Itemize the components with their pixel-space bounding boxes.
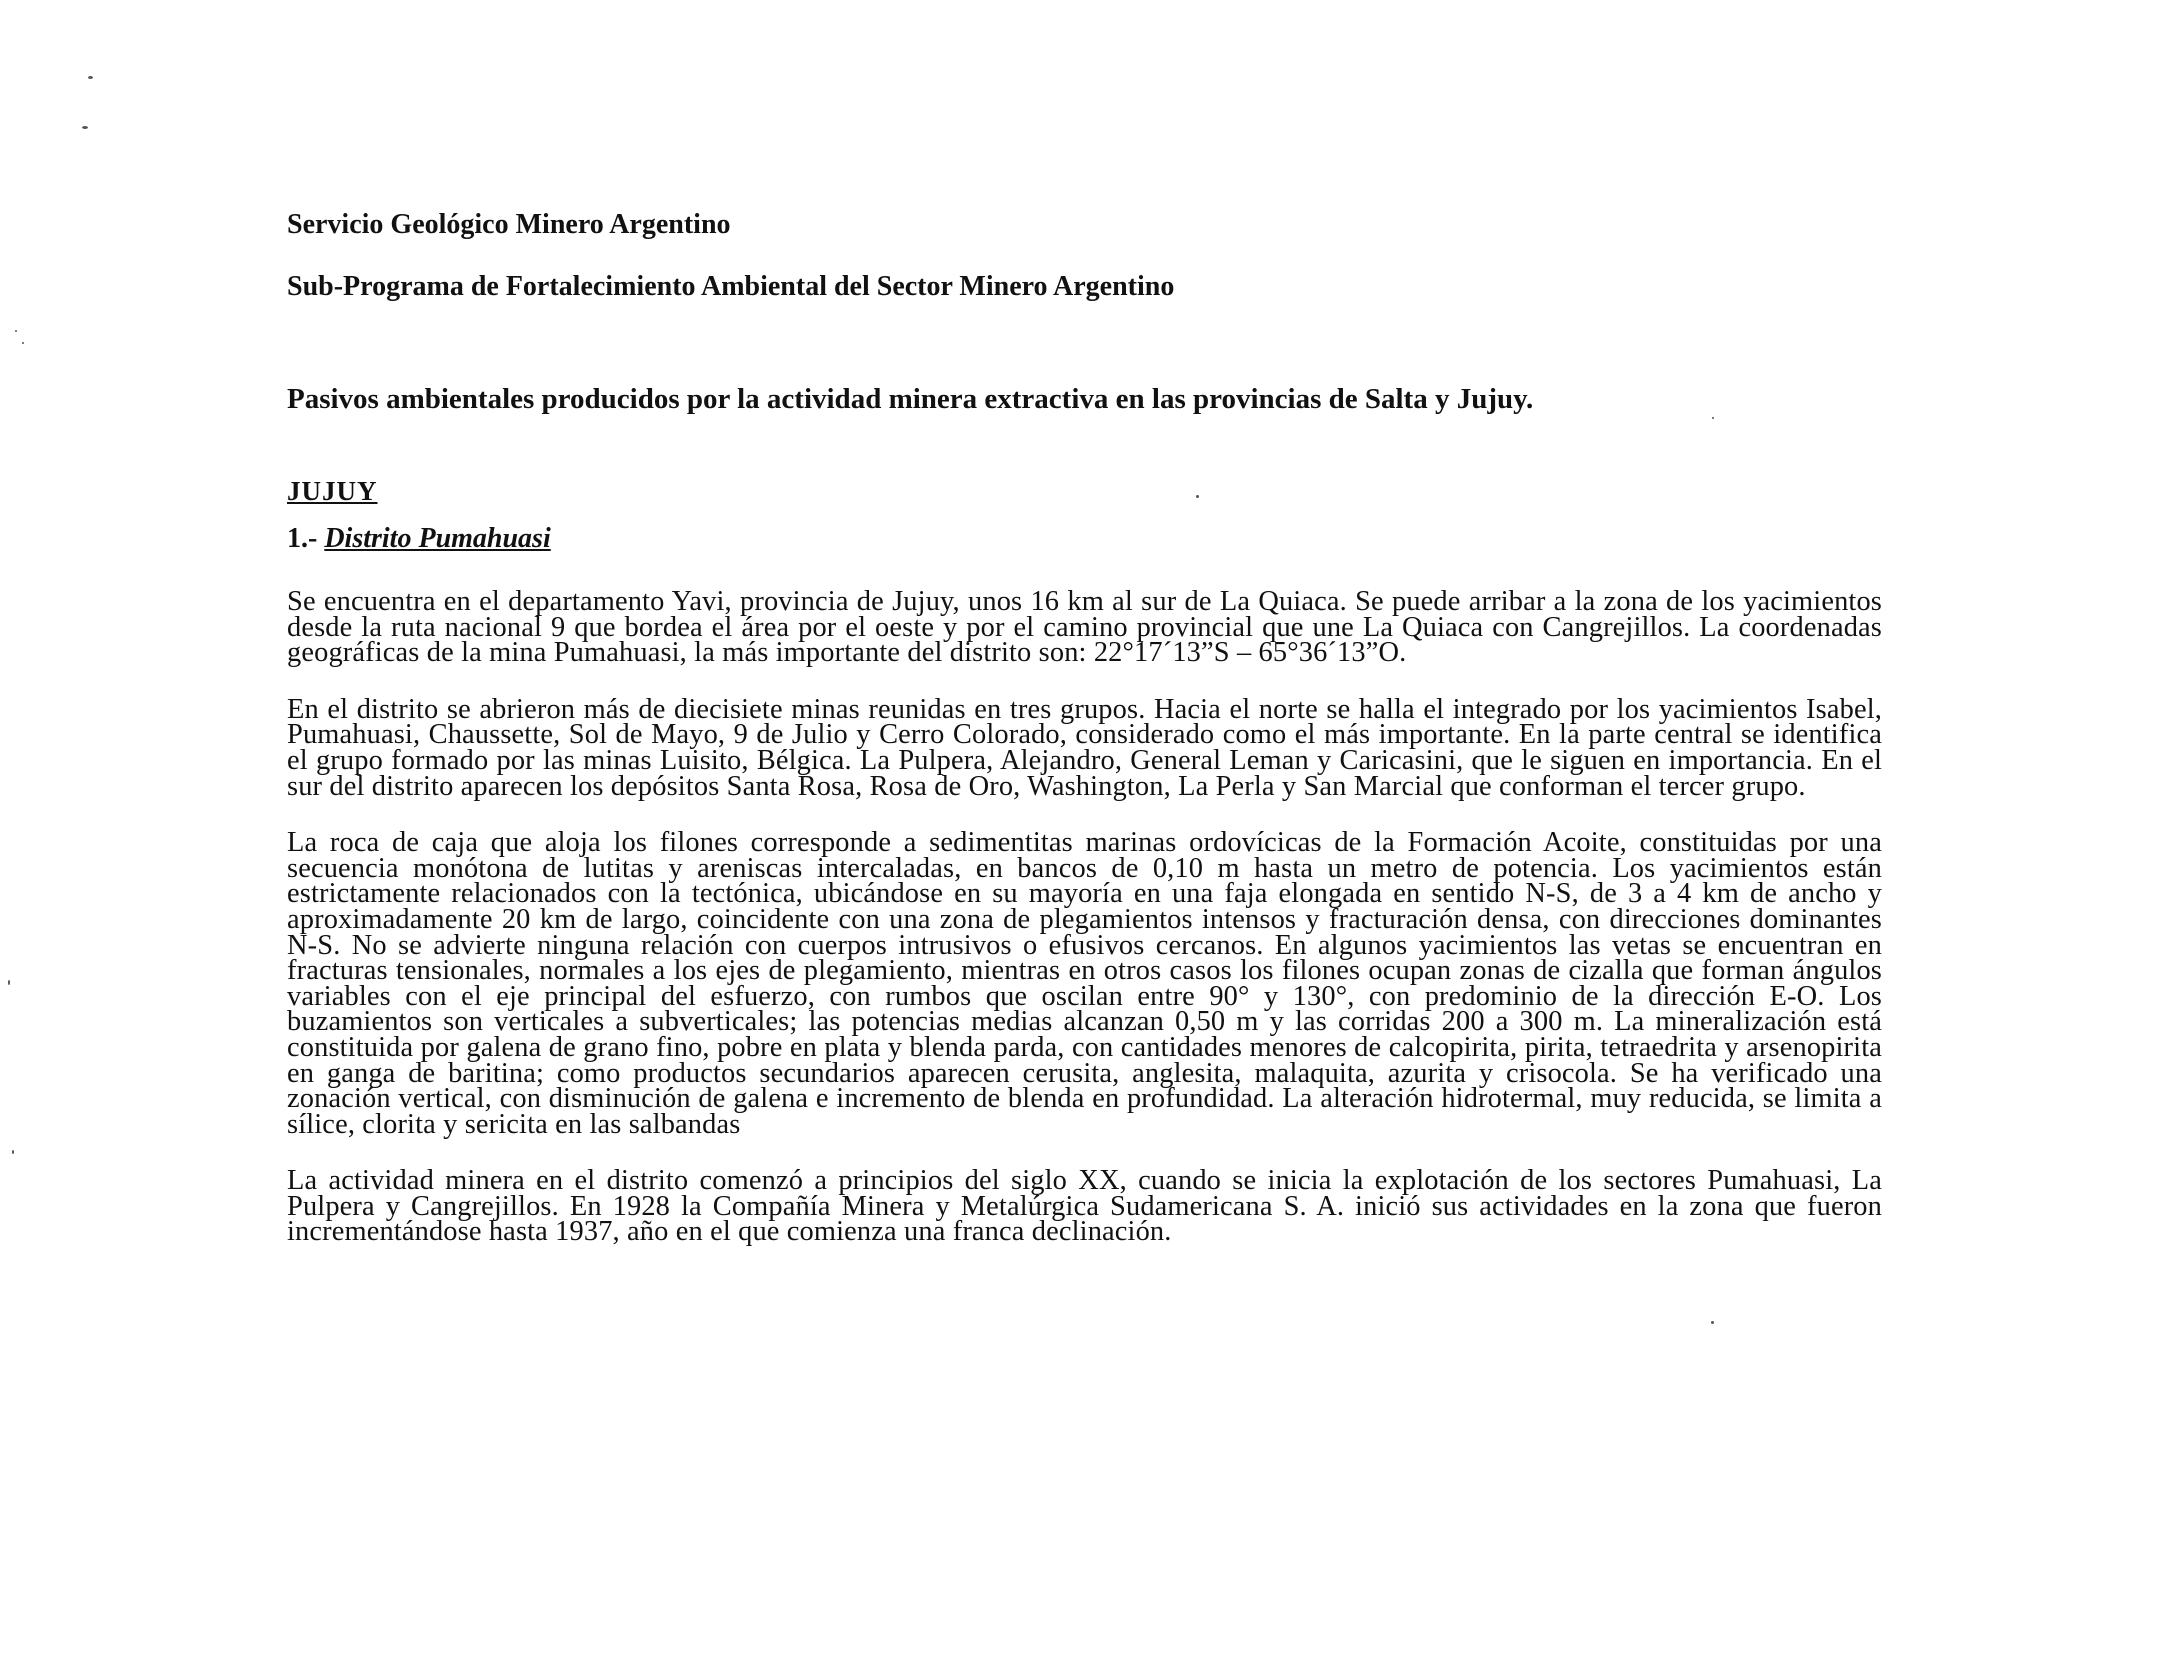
document-body [287, 208, 1882, 1248]
organization-heading: Servicio Geológico Minero Argentino [287, 209, 731, 240]
paragraph-history: La actividad minera en el distrito comenzó a principios del siglo XX, cuando se inicia la explotación de los sectores Pumahuasi, La Pulpera y Cangrejillos. En 1928 la Compañía Minera y Metalúrgica Sudamericana S. A. inició sus actividades en la zona que fueron incrementándose hasta 1937, año en el que comienza una franca declinación. [287, 1165, 1882, 1248]
section-name: Distrito Pumahuasi [324, 523, 551, 554]
scan-speck [8, 980, 10, 985]
paragraph-location: Se encuentra en el departamento Yavi, provincia de Jujuy, unos 16 km al sur de La Quiaca. Se puede arribar a la zona de los yacimientos desde la ruta nacional 9 que bordea el área por el oeste y por el camino provincial que une La Quiaca con Cangrejillos. La coordenadas geográficas de la mina Pumahuasi, la más importante del distrito son: 22°17´13”S – 65°36´13”O. [287, 586, 1882, 669]
paragraph-geology: La roca de caja que aloja los filones corresponde a sedimentitas marinas ordovícicas de la Formación Acoite, constituidas por una secuencia monótona de lutitas y areniscas intercaladas, en bancos de 0,10 m hasta un metro de potencia. Los yacimientos están estrictamente relacionados con la tectónica, ubicándose en su mayoría en una faja elongada en sentido N-S, de 3 a 4 km de ancho y aproximadamente 20 km de largo, coincidente con una zona de plegamientos intensos y fracturación densa, con direcciones dominantes N-S. No se advierte ninguna relación con cuerpos intrusivos o efusivos cercanos. En algunos yacimientos las vetas se encuentran en fracturas tensionales, normales a los ejes de plegamiento, mientras en otros casos los filones ocupan zonas de cizalla que forman ángulos variables con el eje principal del esfuerzo, con rumbos que oscilan entre 90° y 130°, con predominio de la dirección E-O. Los buzamientos son verticales a subverticales; las potencias medias alcanzan 0,50 m y las corridas 200 a 300 m. La mineralización está constituida por galena de grano fino, pobre en plata y blenda parda, con cantidades menores de calcopirita, pirita, tetraedrita y arsenopirita en ganga de baritina; como productos secundarios aparecen cerusita, anglesita, malaquita, azurita y crisocola. Se ha verificado una zonación vertical, con disminución de galena e incremento de blenda en profundidad. La alteración hidrotermal, muy reducida, se limita a sílice, clorita y sericita en las salbandas [287, 827, 1882, 1140]
province-heading: JUJUY [287, 476, 378, 506]
paragraph-mines: En el distrito se abrieron más de diecisiete minas reunidas en tres grupos. Hacia el norte se halla el integrado por los yacimientos Isabel, Pumahuasi, Chaussette, Sol de Mayo, 9 de Julio y Cerro Colorado, considerado como el más importante. En la parte central se identifica el grupo formado por las minas Luisito, Bélgica. La Pulpera, Alejandro, General Leman y Caricasini, que le siguen en importancia. En el sur del distrito aparecen los depósitos Santa Rosa, Rosa de Oro, Washington, La Perla y San Marcial que conforman el tercer grupo. [287, 693, 1882, 802]
section-heading [287, 523, 1882, 555]
program-heading: Sub-Programa de Fortalecimiento Ambiental del Sector Minero Argentino [287, 271, 1175, 302]
scan-speck [22, 342, 24, 344]
document-title: Pasivos ambientales producidos por la actividad minera extractiva en las provincias de Salta y Jujuy. [287, 383, 1534, 415]
scan-speck [1711, 1321, 1714, 1324]
scan-speck [12, 1150, 14, 1154]
scan-speck [82, 126, 88, 129]
scan-speck [15, 330, 17, 332]
section-number: 1.- [287, 523, 318, 554]
scan-speck [88, 76, 93, 79]
